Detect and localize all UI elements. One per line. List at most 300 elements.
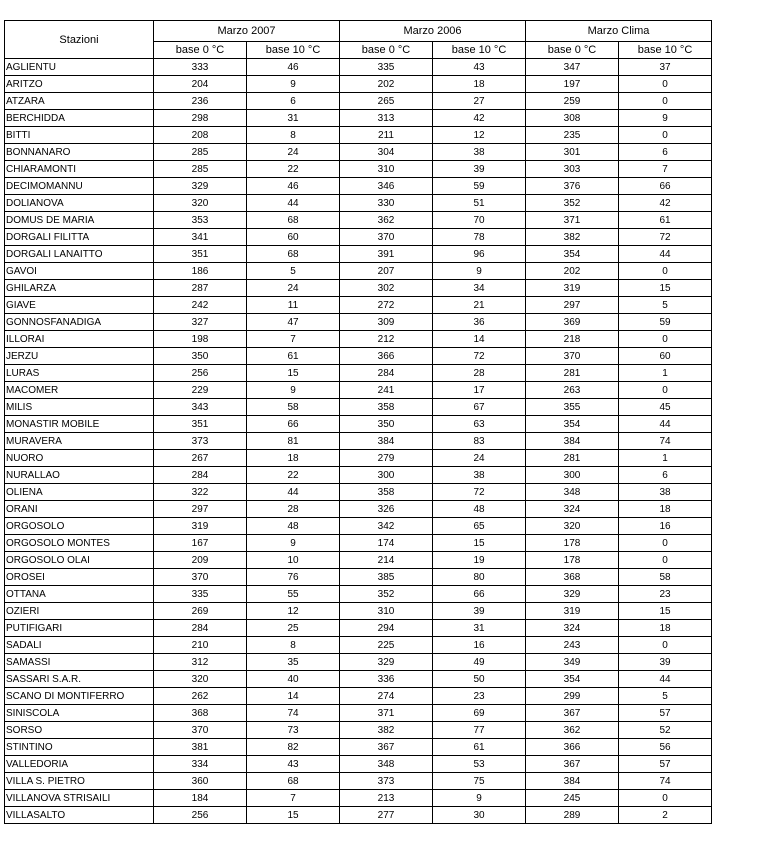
marzo-2007-base0-cell: 341 (154, 229, 247, 246)
table-row (5, 144, 712, 161)
station-name-cell: GAVOI (5, 263, 154, 280)
station-name-cell: PUTIFIGARI (5, 620, 154, 637)
marzo-2006-base0-cell: 384 (340, 433, 433, 450)
marzo-2006-base0-cell: 294 (340, 620, 433, 637)
subheader-2007-base0: base 0 °C (154, 42, 247, 59)
station-name-cell: SORSO (5, 722, 154, 739)
table-row (5, 348, 712, 365)
marzo-clima-base10-cell: 0 (619, 331, 712, 348)
marzo-2006-base0-cell: 174 (340, 535, 433, 552)
marzo-2007-base10-cell: 55 (247, 586, 340, 603)
table-row (5, 773, 712, 790)
marzo-2006-base0-cell: 313 (340, 110, 433, 127)
marzo-clima-base10-cell: 15 (619, 603, 712, 620)
marzo-2007-base10-cell: 7 (247, 331, 340, 348)
table-row (5, 535, 712, 552)
marzo-clima-base10-cell: 58 (619, 569, 712, 586)
marzo-clima-base0-cell: 301 (526, 144, 619, 161)
marzo-2007-base0-cell: 334 (154, 756, 247, 773)
station-name-cell: ILLORAI (5, 331, 154, 348)
marzo-2006-base10-cell: 83 (433, 433, 526, 450)
station-name-cell: SAMASSI (5, 654, 154, 671)
marzo-clima-base0-cell: 299 (526, 688, 619, 705)
table-row (5, 93, 712, 110)
marzo-clima-base10-cell: 38 (619, 484, 712, 501)
marzo-2007-base10-cell: 24 (247, 280, 340, 297)
station-name-cell: BONNANARO (5, 144, 154, 161)
station-name-cell: MONASTIR MOBILE (5, 416, 154, 433)
marzo-clima-base0-cell: 308 (526, 110, 619, 127)
station-name-cell: OLIENA (5, 484, 154, 501)
table-row (5, 637, 712, 654)
marzo-2007-base0-cell: 350 (154, 348, 247, 365)
marzo-2006-base0-cell: 335 (340, 59, 433, 76)
marzo-clima-base0-cell: 303 (526, 161, 619, 178)
marzo-clima-base0-cell: 178 (526, 552, 619, 569)
marzo-2007-base0-cell: 267 (154, 450, 247, 467)
table-row (5, 569, 712, 586)
marzo-clima-base0-cell: 368 (526, 569, 619, 586)
marzo-2006-base0-cell: 370 (340, 229, 433, 246)
marzo-2007-base0-cell: 360 (154, 773, 247, 790)
marzo-2007-base0-cell: 198 (154, 331, 247, 348)
marzo-2006-base10-cell: 53 (433, 756, 526, 773)
marzo-clima-base10-cell: 0 (619, 637, 712, 654)
marzo-2007-base0-cell: 262 (154, 688, 247, 705)
marzo-clima-base0-cell: 297 (526, 297, 619, 314)
marzo-2007-base0-cell: 335 (154, 586, 247, 603)
marzo-clima-base0-cell: 289 (526, 807, 619, 824)
marzo-2007-base10-cell: 68 (247, 773, 340, 790)
subheader-2006-base0: base 0 °C (340, 42, 433, 59)
marzo-2006-base0-cell: 309 (340, 314, 433, 331)
marzo-clima-base0-cell: 218 (526, 331, 619, 348)
marzo-clima-base10-cell: 56 (619, 739, 712, 756)
marzo-clima-base10-cell: 6 (619, 467, 712, 484)
marzo-2007-base10-cell: 8 (247, 127, 340, 144)
table-row (5, 654, 712, 671)
station-name-cell: BITTI (5, 127, 154, 144)
station-name-cell: DORGALI FILITTA (5, 229, 154, 246)
marzo-2007-base0-cell: 327 (154, 314, 247, 331)
station-name-cell: NUORO (5, 450, 154, 467)
marzo-2007-base0-cell: 256 (154, 365, 247, 382)
marzo-2006-base0-cell: 302 (340, 280, 433, 297)
marzo-2007-base0-cell: 368 (154, 705, 247, 722)
table-row (5, 110, 712, 127)
marzo-2006-base0-cell: 310 (340, 603, 433, 620)
table-row (5, 705, 712, 722)
marzo-clima-base10-cell: 74 (619, 773, 712, 790)
station-name-cell: LURAS (5, 365, 154, 382)
marzo-clima-base0-cell: 235 (526, 127, 619, 144)
marzo-2006-base0-cell: 241 (340, 382, 433, 399)
station-name-cell: ATZARA (5, 93, 154, 110)
marzo-2006-base0-cell: 300 (340, 467, 433, 484)
table-row (5, 484, 712, 501)
marzo-2006-base10-cell: 80 (433, 569, 526, 586)
marzo-2006-base10-cell: 30 (433, 807, 526, 824)
station-name-cell: CHIARAMONTI (5, 161, 154, 178)
marzo-clima-base0-cell: 259 (526, 93, 619, 110)
marzo-clima-base10-cell: 1 (619, 450, 712, 467)
marzo-2006-base10-cell: 23 (433, 688, 526, 705)
marzo-2006-base10-cell: 49 (433, 654, 526, 671)
marzo-2006-base10-cell: 65 (433, 518, 526, 535)
marzo-2007-base10-cell: 47 (247, 314, 340, 331)
marzo-clima-base10-cell: 0 (619, 76, 712, 93)
marzo-2006-base10-cell: 9 (433, 790, 526, 807)
table-row (5, 501, 712, 518)
degree-days-table (4, 20, 712, 824)
marzo-2006-base10-cell: 66 (433, 586, 526, 603)
table-row (5, 450, 712, 467)
marzo-clima-base10-cell: 39 (619, 654, 712, 671)
group-header-marzo-clima: Marzo Clima (526, 21, 712, 42)
marzo-2007-base0-cell: 370 (154, 722, 247, 739)
table-row (5, 246, 712, 263)
subheader-clima-base0: base 0 °C (526, 42, 619, 59)
marzo-2007-base0-cell: 167 (154, 535, 247, 552)
table-row (5, 331, 712, 348)
marzo-2007-base10-cell: 73 (247, 722, 340, 739)
marzo-2006-base0-cell: 391 (340, 246, 433, 263)
marzo-2006-base0-cell: 279 (340, 450, 433, 467)
marzo-2007-base10-cell: 9 (247, 76, 340, 93)
marzo-2006-base0-cell: 207 (340, 263, 433, 280)
station-name-cell: VILLANOVA STRISAILI (5, 790, 154, 807)
marzo-2007-base10-cell: 6 (247, 93, 340, 110)
marzo-2006-base10-cell: 77 (433, 722, 526, 739)
marzo-clima-base10-cell: 42 (619, 195, 712, 212)
marzo-2007-base0-cell: 269 (154, 603, 247, 620)
marzo-clima-base0-cell: 354 (526, 671, 619, 688)
marzo-clima-base10-cell: 2 (619, 807, 712, 824)
marzo-clima-base0-cell: 354 (526, 246, 619, 263)
marzo-2007-base0-cell: 284 (154, 467, 247, 484)
marzo-2006-base0-cell: 265 (340, 93, 433, 110)
marzo-2006-base0-cell: 329 (340, 654, 433, 671)
marzo-clima-base0-cell: 178 (526, 535, 619, 552)
marzo-2006-base10-cell: 15 (433, 535, 526, 552)
marzo-clima-base10-cell: 0 (619, 127, 712, 144)
marzo-clima-base10-cell: 0 (619, 552, 712, 569)
marzo-2006-base0-cell: 346 (340, 178, 433, 195)
marzo-clima-base0-cell: 369 (526, 314, 619, 331)
marzo-2007-base10-cell: 61 (247, 348, 340, 365)
table-row (5, 178, 712, 195)
marzo-2006-base10-cell: 9 (433, 263, 526, 280)
table-row (5, 195, 712, 212)
marzo-2007-base0-cell: 242 (154, 297, 247, 314)
station-name-cell: VILLASALTO (5, 807, 154, 824)
marzo-clima-base0-cell: 382 (526, 229, 619, 246)
table-row (5, 365, 712, 382)
marzo-2007-base10-cell: 68 (247, 246, 340, 263)
table-row (5, 807, 712, 824)
marzo-clima-base10-cell: 72 (619, 229, 712, 246)
marzo-clima-base10-cell: 66 (619, 178, 712, 195)
marzo-2007-base0-cell: 370 (154, 569, 247, 586)
marzo-2007-base10-cell: 43 (247, 756, 340, 773)
table-row (5, 790, 712, 807)
marzo-2006-base0-cell: 214 (340, 552, 433, 569)
table-row (5, 739, 712, 756)
station-name-cell: MURAVERA (5, 433, 154, 450)
marzo-2007-base0-cell: 204 (154, 76, 247, 93)
subheader-2006-base10: base 10 °C (433, 42, 526, 59)
marzo-2006-base0-cell: 330 (340, 195, 433, 212)
marzo-2006-base10-cell: 14 (433, 331, 526, 348)
marzo-2006-base0-cell: 274 (340, 688, 433, 705)
station-name-cell: VILLA S. PIETRO (5, 773, 154, 790)
subheader-clima-base10: base 10 °C (619, 42, 712, 59)
marzo-2007-base0-cell: 236 (154, 93, 247, 110)
marzo-2007-base0-cell: 209 (154, 552, 247, 569)
marzo-2007-base0-cell: 208 (154, 127, 247, 144)
marzo-2007-base10-cell: 11 (247, 297, 340, 314)
marzo-2007-base0-cell: 186 (154, 263, 247, 280)
marzo-2007-base10-cell: 60 (247, 229, 340, 246)
marzo-2006-base0-cell: 352 (340, 586, 433, 603)
marzo-2007-base0-cell: 329 (154, 178, 247, 195)
marzo-2007-base10-cell: 15 (247, 365, 340, 382)
marzo-clima-base0-cell: 202 (526, 263, 619, 280)
marzo-2007-base10-cell: 66 (247, 416, 340, 433)
marzo-2007-base10-cell: 46 (247, 59, 340, 76)
marzo-2007-base10-cell: 9 (247, 535, 340, 552)
marzo-2007-base0-cell: 184 (154, 790, 247, 807)
marzo-clima-base10-cell: 5 (619, 297, 712, 314)
marzo-2007-base10-cell: 25 (247, 620, 340, 637)
marzo-clima-base0-cell: 349 (526, 654, 619, 671)
marzo-2006-base10-cell: 43 (433, 59, 526, 76)
marzo-clima-base0-cell: 354 (526, 416, 619, 433)
station-name-cell: DOMUS DE MARIA (5, 212, 154, 229)
marzo-2006-base0-cell: 212 (340, 331, 433, 348)
table-row (5, 229, 712, 246)
marzo-clima-base10-cell: 1 (619, 365, 712, 382)
marzo-2007-base10-cell: 58 (247, 399, 340, 416)
station-name-cell: VALLEDORIA (5, 756, 154, 773)
marzo-2006-base0-cell: 367 (340, 739, 433, 756)
marzo-2007-base10-cell: 46 (247, 178, 340, 195)
marzo-2007-base0-cell: 320 (154, 195, 247, 212)
station-name-cell: OTTANA (5, 586, 154, 603)
marzo-2007-base0-cell: 298 (154, 110, 247, 127)
marzo-2006-base0-cell: 358 (340, 399, 433, 416)
marzo-2006-base0-cell: 342 (340, 518, 433, 535)
station-name-cell: SASSARI S.A.R. (5, 671, 154, 688)
marzo-clima-base0-cell: 367 (526, 705, 619, 722)
table-row (5, 382, 712, 399)
marzo-clima-base0-cell: 281 (526, 450, 619, 467)
marzo-2006-base10-cell: 12 (433, 127, 526, 144)
marzo-2006-base0-cell: 277 (340, 807, 433, 824)
marzo-clima-base10-cell: 9 (619, 110, 712, 127)
table-row (5, 722, 712, 739)
station-name-cell: OZIERI (5, 603, 154, 620)
marzo-2007-base0-cell: 319 (154, 518, 247, 535)
station-name-cell: ORANI (5, 501, 154, 518)
marzo-2006-base0-cell: 385 (340, 569, 433, 586)
subheader-2007-base10: base 10 °C (247, 42, 340, 59)
table-row (5, 399, 712, 416)
marzo-clima-base10-cell: 60 (619, 348, 712, 365)
marzo-2006-base10-cell: 34 (433, 280, 526, 297)
marzo-2006-base0-cell: 304 (340, 144, 433, 161)
marzo-clima-base0-cell: 319 (526, 603, 619, 620)
marzo-2006-base10-cell: 38 (433, 144, 526, 161)
marzo-2007-base10-cell: 9 (247, 382, 340, 399)
station-name-cell: JERZU (5, 348, 154, 365)
marzo-2006-base0-cell: 336 (340, 671, 433, 688)
table-body (5, 59, 712, 824)
table-row (5, 467, 712, 484)
marzo-2007-base10-cell: 22 (247, 161, 340, 178)
marzo-clima-base0-cell: 281 (526, 365, 619, 382)
station-name-cell: DORGALI LANAITTO (5, 246, 154, 263)
marzo-clima-base10-cell: 45 (619, 399, 712, 416)
marzo-clima-base0-cell: 352 (526, 195, 619, 212)
marzo-clima-base10-cell: 52 (619, 722, 712, 739)
marzo-clima-base10-cell: 74 (619, 433, 712, 450)
marzo-clima-base10-cell: 44 (619, 416, 712, 433)
table-row (5, 297, 712, 314)
marzo-2007-base10-cell: 44 (247, 195, 340, 212)
marzo-2006-base10-cell: 19 (433, 552, 526, 569)
marzo-clima-base0-cell: 371 (526, 212, 619, 229)
table-row (5, 671, 712, 688)
station-name-cell: ORGOSOLO OLAI (5, 552, 154, 569)
station-name-cell: ORGOSOLO (5, 518, 154, 535)
marzo-2007-base10-cell: 7 (247, 790, 340, 807)
marzo-2007-base0-cell: 229 (154, 382, 247, 399)
marzo-2006-base0-cell: 358 (340, 484, 433, 501)
marzo-2006-base0-cell: 350 (340, 416, 433, 433)
marzo-2007-base0-cell: 320 (154, 671, 247, 688)
marzo-2007-base0-cell: 343 (154, 399, 247, 416)
marzo-clima-base0-cell: 300 (526, 467, 619, 484)
marzo-2006-base0-cell: 382 (340, 722, 433, 739)
marzo-2006-base0-cell: 366 (340, 348, 433, 365)
marzo-clima-base10-cell: 16 (619, 518, 712, 535)
marzo-clima-base0-cell: 367 (526, 756, 619, 773)
marzo-clima-base10-cell: 44 (619, 246, 712, 263)
table-row (5, 127, 712, 144)
table-row (5, 688, 712, 705)
marzo-2007-base0-cell: 287 (154, 280, 247, 297)
marzo-clima-base10-cell: 59 (619, 314, 712, 331)
marzo-2006-base0-cell: 326 (340, 501, 433, 518)
marzo-2007-base0-cell: 312 (154, 654, 247, 671)
marzo-2006-base10-cell: 17 (433, 382, 526, 399)
table-row (5, 552, 712, 569)
marzo-2006-base0-cell: 348 (340, 756, 433, 773)
marzo-clima-base0-cell: 324 (526, 620, 619, 637)
table-row (5, 263, 712, 280)
marzo-2006-base10-cell: 28 (433, 365, 526, 382)
marzo-clima-base0-cell: 197 (526, 76, 619, 93)
station-name-cell: GONNOSFANADIGA (5, 314, 154, 331)
station-name-cell: DECIMOMANNU (5, 178, 154, 195)
marzo-2007-base0-cell: 210 (154, 637, 247, 654)
table-row (5, 756, 712, 773)
marzo-clima-base0-cell: 263 (526, 382, 619, 399)
station-name-cell: AGLIENTU (5, 59, 154, 76)
marzo-2007-base0-cell: 285 (154, 161, 247, 178)
marzo-2006-base10-cell: 39 (433, 603, 526, 620)
marzo-clima-base0-cell: 376 (526, 178, 619, 195)
marzo-2007-base10-cell: 68 (247, 212, 340, 229)
marzo-2007-base0-cell: 373 (154, 433, 247, 450)
marzo-2006-base0-cell: 202 (340, 76, 433, 93)
group-header-marzo-2006: Marzo 2006 (340, 21, 526, 42)
table-row (5, 314, 712, 331)
marzo-2006-base0-cell: 213 (340, 790, 433, 807)
marzo-2007-base10-cell: 15 (247, 807, 340, 824)
marzo-clima-base10-cell: 7 (619, 161, 712, 178)
marzo-2006-base10-cell: 16 (433, 637, 526, 654)
table-row (5, 433, 712, 450)
marzo-2006-base10-cell: 72 (433, 348, 526, 365)
marzo-2007-base10-cell: 18 (247, 450, 340, 467)
marzo-2006-base10-cell: 27 (433, 93, 526, 110)
marzo-clima-base10-cell: 57 (619, 756, 712, 773)
table-row (5, 416, 712, 433)
station-name-cell: STINTINO (5, 739, 154, 756)
marzo-clima-base10-cell: 6 (619, 144, 712, 161)
marzo-2006-base10-cell: 63 (433, 416, 526, 433)
station-name-cell: OROSEI (5, 569, 154, 586)
marzo-clima-base0-cell: 243 (526, 637, 619, 654)
marzo-2007-base10-cell: 44 (247, 484, 340, 501)
marzo-2007-base0-cell: 353 (154, 212, 247, 229)
marzo-2006-base10-cell: 36 (433, 314, 526, 331)
marzo-2006-base10-cell: 18 (433, 76, 526, 93)
station-name-cell: SADALI (5, 637, 154, 654)
marzo-clima-base10-cell: 5 (619, 688, 712, 705)
marzo-2007-base10-cell: 28 (247, 501, 340, 518)
marzo-2007-base0-cell: 285 (154, 144, 247, 161)
marzo-2007-base10-cell: 81 (247, 433, 340, 450)
table-row (5, 280, 712, 297)
group-header-marzo-2007: Marzo 2007 (154, 21, 340, 42)
table-row (5, 59, 712, 76)
marzo-2007-base10-cell: 12 (247, 603, 340, 620)
marzo-clima-base0-cell: 355 (526, 399, 619, 416)
marzo-2007-base10-cell: 5 (247, 263, 340, 280)
marzo-2007-base10-cell: 8 (247, 637, 340, 654)
marzo-2006-base10-cell: 48 (433, 501, 526, 518)
station-name-cell: SCANO DI MONTIFERRO (5, 688, 154, 705)
marzo-clima-base10-cell: 15 (619, 280, 712, 297)
marzo-2006-base10-cell: 61 (433, 739, 526, 756)
station-name-cell: MILIS (5, 399, 154, 416)
marzo-2007-base0-cell: 256 (154, 807, 247, 824)
marzo-2006-base10-cell: 50 (433, 671, 526, 688)
marzo-clima-base0-cell: 324 (526, 501, 619, 518)
marzo-2006-base10-cell: 21 (433, 297, 526, 314)
marzo-clima-base10-cell: 0 (619, 263, 712, 280)
marzo-2007-base10-cell: 76 (247, 569, 340, 586)
marzo-2006-base10-cell: 67 (433, 399, 526, 416)
marzo-2007-base10-cell: 40 (247, 671, 340, 688)
table-row (5, 161, 712, 178)
marzo-2007-base10-cell: 48 (247, 518, 340, 535)
marzo-2007-base10-cell: 74 (247, 705, 340, 722)
marzo-2007-base10-cell: 10 (247, 552, 340, 569)
